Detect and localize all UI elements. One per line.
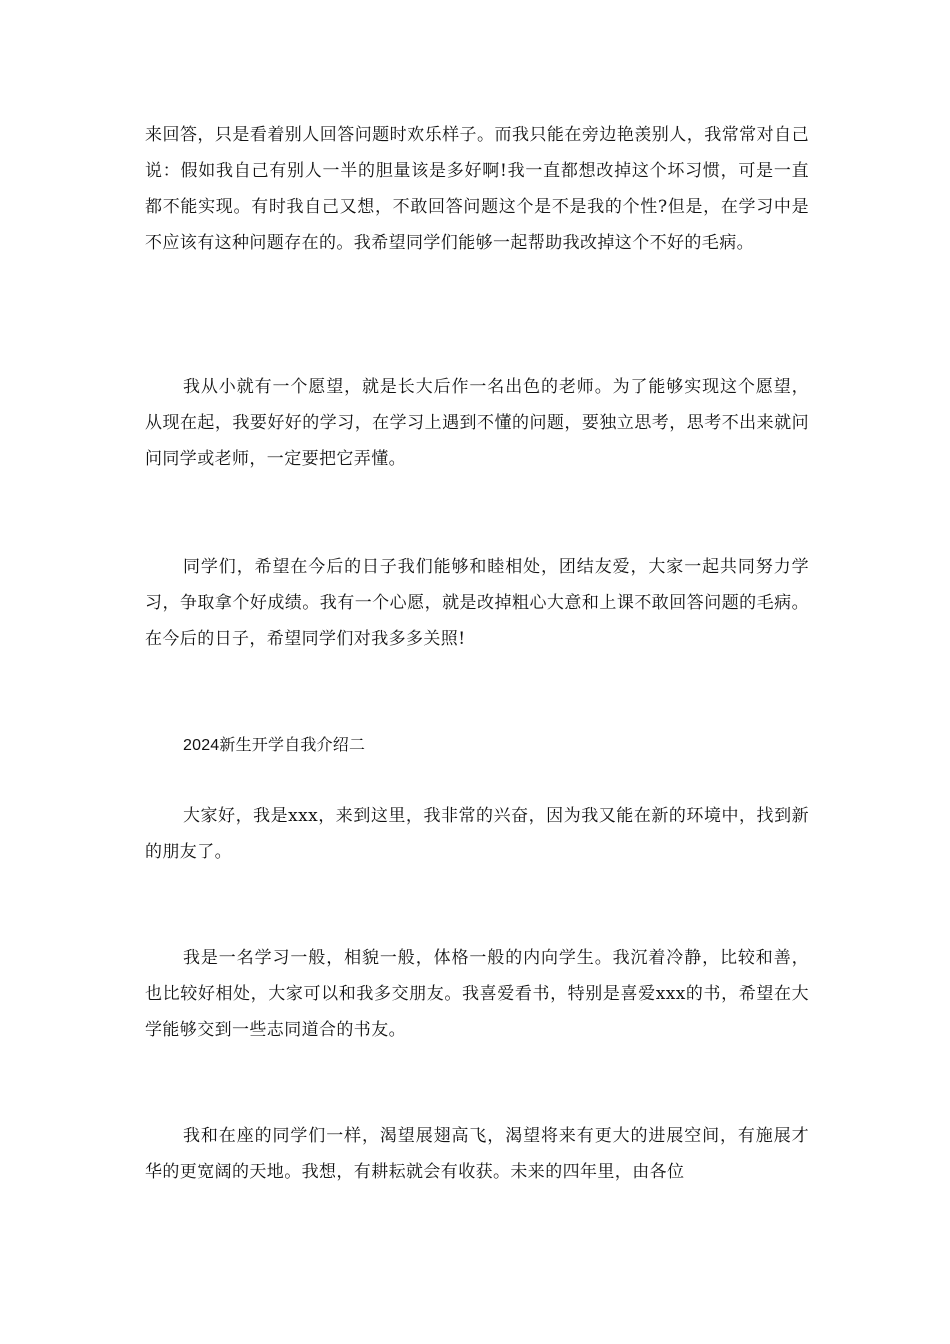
paragraph-aspiration: 我和在座的同学们一样，渴望展翅高飞，渴望将来有更大的进展空间，有施展才华的更宽阔的天地。我想，有耕耘就会有收获。未来的四年里，由各位 [145,1126,809,1182]
paragraph-continuation: 来回答，只是看着别人回答问题时欢乐样子。而我只能在旁边艳羡别人，我常常对自己说：假如我自己有别人一半的胆量该是多好啊!我一直都想改掉这个坏习惯，可是一直都不能实现。有时我自己又想，不敢回答问题这个是不是我的个性?但是，在学习中是不应该有这种问题存在的。我希望同学们能够一起帮助我改掉这个不好的毛病。 [145,125,809,253]
paragraph-classmates: 同学们，希望在今后的日子我们能够和睦相处，团结友爱，大家一起共同努力学习，争取拿个好成绩。我有一个心愿，就是改掉粗心大意和上课不敢回答问题的毛病。在今后的日子，希望同学们对我多多关照! [145,557,809,649]
paragraph-greeting: 大家好，我是xxx，来到这里，我非常的兴奋，因为我又能在新的环境中，找到新的朋友了。 [145,806,809,862]
paragraph-self-description: 我是一名学习一般，相貌一般，体格一般的内向学生。我沉着冷静，比较和善，也比较好相处，大家可以和我多交朋友。我喜爱看书，特别是喜爱xxx的书，希望在大学能够交到一些志同道合的书友。 [145,948,809,1040]
paragraph-wish-teacher: 我从小就有一个愿望，就是长大后作一名出色的老师。为了能够实现这个愿望，从现在起，我要好好的学习，在学习上遇到不懂的问题，要独立思考，思考不出来就问问同学或老师，一定要把它弄懂。 [145,377,809,469]
section-heading: 2024新生开学自我介绍二 [183,737,366,754]
